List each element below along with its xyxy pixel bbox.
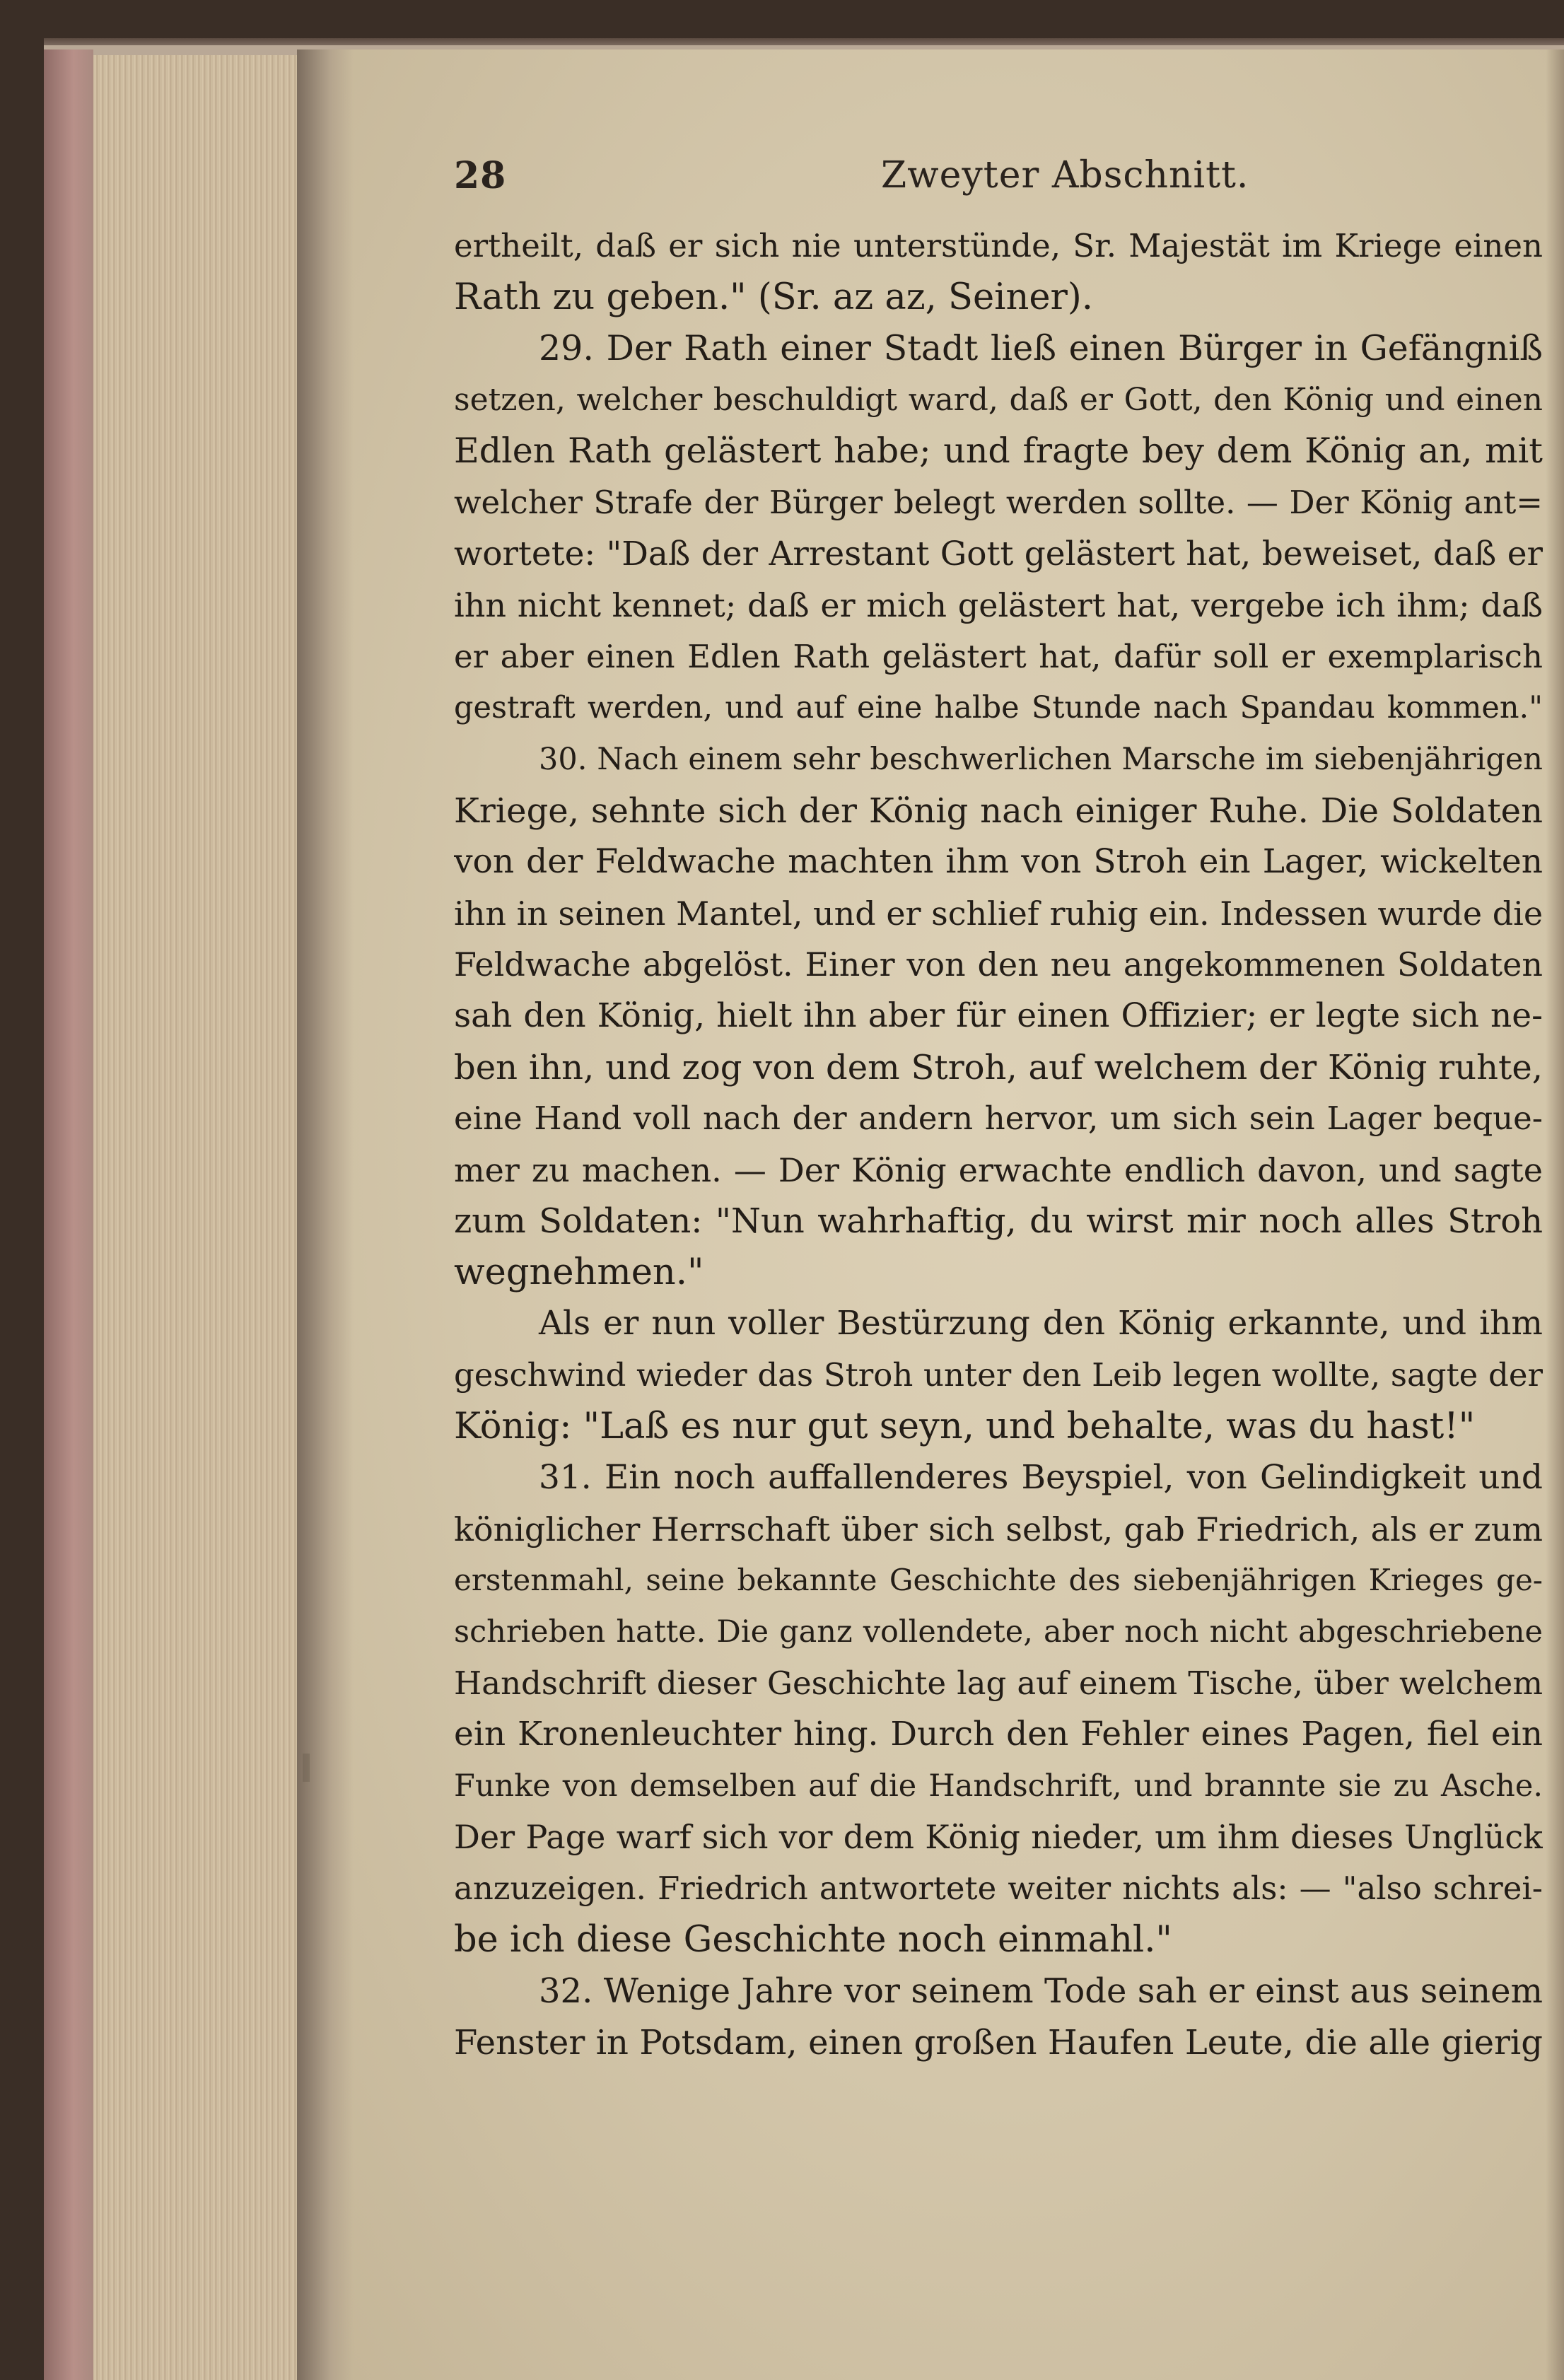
text-line: welcher Strafe der Bürger belegt werden sollte. — Der König ant= <box>454 483 1543 521</box>
text-line: Feldwache abgelöst. Einer von den neu angekommenen Soldaten <box>454 945 1543 984</box>
text-line: Rath zu geben." (Sr. az az, Seiner). <box>454 276 1094 318</box>
text-line: Fenster in Potsdam, einen großen Haufen Leute, die alle gierig <box>454 2022 1543 2063</box>
text-line: zum Soldaten: "Nun wahrhaftig, du wirst mir noch alles Stroh <box>454 1201 1543 1242</box>
text-line: königlicher Herrschaft über sich selbst, gab Friedrich, als er zum <box>454 1510 1543 1548</box>
paragraph-29-start: 29. Der Rath einer Stadt ließ einen Bürger in Gefängniß <box>539 328 1543 369</box>
paragraph-31-start: 31. Ein noch auffallenderes Beyspiel, von Gelindigkeit und <box>539 1458 1543 1498</box>
text-line: König: "Laß es nur gut seyn, und behalte, was du hast!" <box>454 1405 1476 1447</box>
running-title: Zweyter Abschnitt. <box>881 154 1249 197</box>
text-line: ihn nicht kennet; daß er mich gelästert hat, vergebe ich ihm; daß <box>454 586 1543 625</box>
text-line: sah den König, hielt ihn aber für einen Offizier; er legte sich ne- <box>454 996 1543 1035</box>
running-head <box>454 154 1331 204</box>
body-text <box>454 221 1543 2068</box>
text-line: Kriege, sehnte sich der König nach einiger Ruhe. Die Soldaten <box>454 791 1543 831</box>
text-line: Edlen Rath gelästert habe; und fragte bey dem König an, mit <box>454 431 1543 472</box>
text-line: eine Hand voll nach der andern hervor, um sich sein Lager beque- <box>454 1099 1543 1138</box>
margin-mark <box>303 1754 310 1782</box>
text-line: ben ihn, und zog von dem Stroh, auf welchem der König ruhte, <box>454 1047 1543 1087</box>
page-edges <box>93 55 305 2380</box>
text-line: anzuzeigen. Friedrich antwortete weiter nichts als: — "also schrei- <box>454 1869 1543 1907</box>
text-line: wegnehmen." <box>454 1251 704 1293</box>
text-line: setzen, welcher beschuldigt ward, daß er Gott, den König und einen <box>454 381 1543 418</box>
text-line: schrieben hatte. Die ganz vollendete, aber noch nicht abgeschriebene <box>454 1614 1543 1650</box>
text-line: ertheilt, daß er sich nie unterstünde, Sr. Majestät im Kriege einen <box>454 227 1543 264</box>
text-line: Funke von demselben auf die Handschrift, und brannte sie zu Asche. <box>454 1768 1543 1804</box>
text-line: er aber einen Edlen Rath gelästert hat, dafür soll er exemplarisch <box>454 637 1543 675</box>
text-line: von der Feldwache machten ihm von Stroh ein Lager, wickelten <box>454 842 1543 882</box>
text-line: erstenmahl, seine bekannte Geschichte des siebenjährigen Krieges ge- <box>454 1563 1543 1598</box>
page-right-edge <box>1546 49 1564 2380</box>
text-line: be ich diese Geschichte noch einmahl." <box>454 1918 1172 1961</box>
text-line: geschwind wieder das Stroh unter den Leib legen wollte, sagte der <box>454 1356 1543 1394</box>
text-line: mer zu machen. — Der König erwachte endlich davon, und sagte <box>454 1150 1543 1189</box>
paragraph-30-start: 30. Nach einem sehr beschwerlichen Marsche im siebenjährigen <box>539 741 1543 777</box>
gutter-shadow <box>297 49 354 2380</box>
paragraph-32-start: 32. Wenige Jahre vor seinem Tode sah er einst aus seinem <box>539 1971 1543 2012</box>
page-number: 28 <box>454 154 507 197</box>
text-line: Der Page warf sich vor dem König nieder, um ihm dieses Unglück <box>454 1818 1543 1857</box>
paragraph-start: Als er nun voller Bestürzung den König erkannte, und ihm <box>539 1304 1543 1343</box>
text-line: wortete: "Daß der Arrestant Gott gelästert hat, beweiset, daß er <box>454 534 1543 573</box>
text-line: Handschrift dieser Geschichte lag auf einem Tische, über welchem <box>454 1664 1543 1702</box>
text-line: ihn in seinen Mantel, und er schlief ruhig ein. Indessen wurde die <box>454 894 1543 933</box>
text-line: ein Kronenleuchter hing. Durch den Fehler eines Pagen, fiel ein <box>454 1715 1543 1754</box>
book-cover-edge <box>44 49 93 2380</box>
text-line: gestraft werden, und auf eine halbe Stunde nach Spandau kommen." <box>454 690 1543 726</box>
